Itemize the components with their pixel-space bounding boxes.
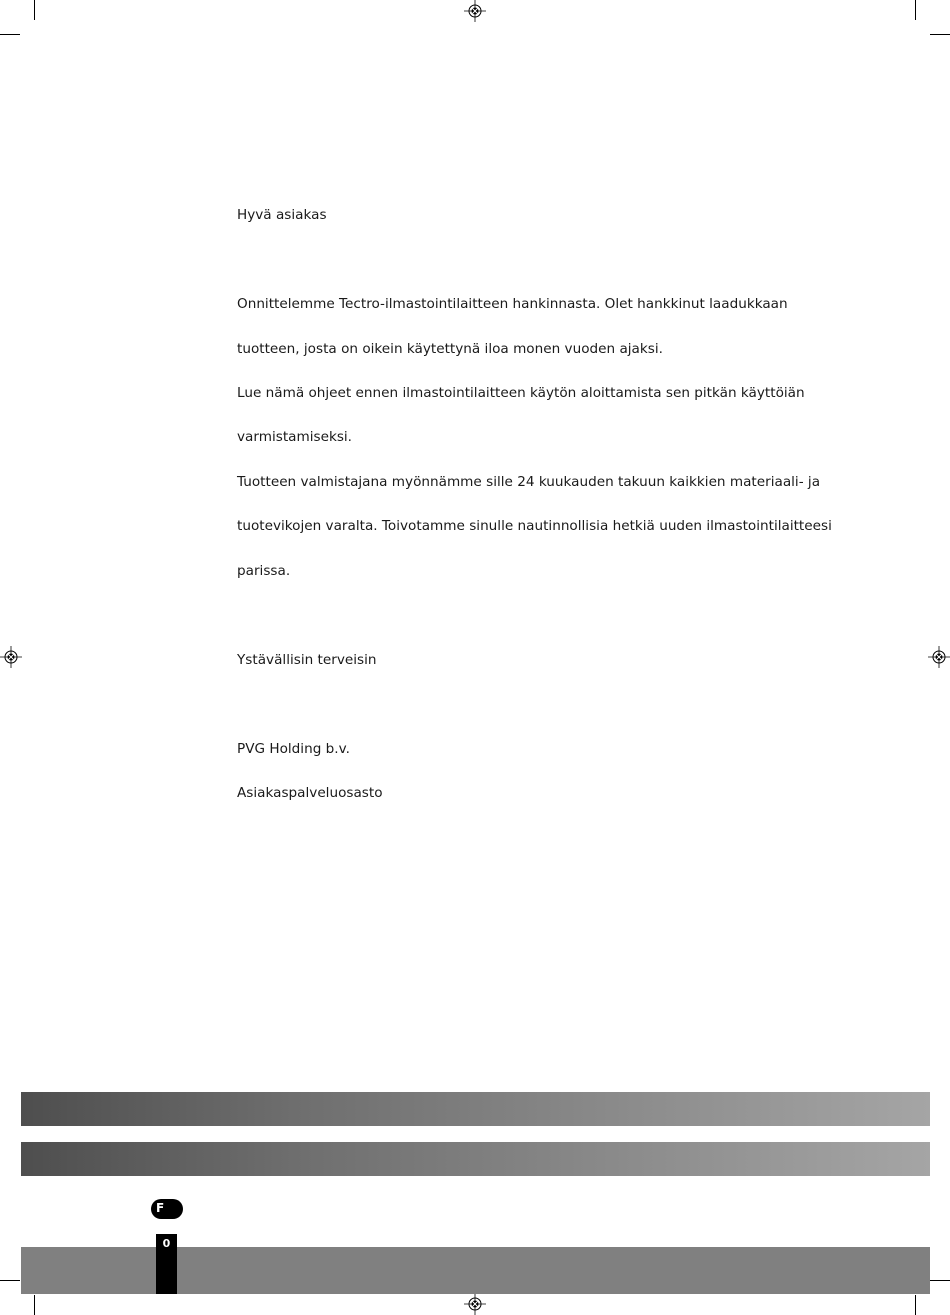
- paragraph-line: Lue nämä ohjeet ennen ilmastointilaitteen käytön aloittamista sen pitkän käyttöiän: [237, 385, 805, 401]
- language-badge-label: F: [156, 1201, 165, 1215]
- registration-mark-icon: [928, 646, 950, 668]
- decorative-band-top: [21, 1092, 930, 1126]
- department-name: Asiakaspalveluosasto: [237, 785, 383, 801]
- paragraph-line: parissa.: [237, 563, 291, 579]
- crop-mark: [930, 34, 950, 35]
- paragraph-line: tuotevikojen varalta. Toivotamme sinulle nautinnollisia hetkiä uuden ilmastointilaitteesi: [237, 518, 832, 534]
- language-badge: [151, 1199, 183, 1219]
- crop-mark: [915, 1295, 916, 1315]
- page-number: 0: [162, 1237, 171, 1250]
- letter-greeting: Hyvä asiakas: [237, 207, 327, 223]
- crop-mark: [34, 1295, 35, 1315]
- paragraph-line: Tuotteen valmistajana myönnämme sille 24 kuukauden takuun kaikkien materiaali- ja: [237, 474, 821, 490]
- registration-mark-icon: [464, 0, 486, 22]
- paragraph-line: varmistamiseksi.: [237, 429, 353, 445]
- crop-mark: [34, 0, 35, 20]
- letter-closing: Ystävällisin terveisin: [237, 652, 377, 668]
- crop-mark: [0, 1280, 20, 1281]
- registration-mark-icon: [0, 646, 22, 668]
- crop-mark: [0, 34, 20, 35]
- company-name: PVG Holding b.v.: [237, 741, 350, 757]
- paragraph-line: tuotteen, josta on oikein käytettynä iloa monen vuoden ajaksi.: [237, 341, 663, 357]
- crop-mark: [930, 1280, 950, 1281]
- paragraph-line: Onnittelemme Tectro-ilmastointilaitteen hankinnasta. Olet hankkinut laadukkaan: [237, 296, 788, 312]
- decorative-band-bottom: [21, 1142, 930, 1176]
- crop-mark: [915, 0, 916, 20]
- page-number-tab: [156, 1234, 177, 1294]
- registration-mark-icon: [464, 1293, 486, 1315]
